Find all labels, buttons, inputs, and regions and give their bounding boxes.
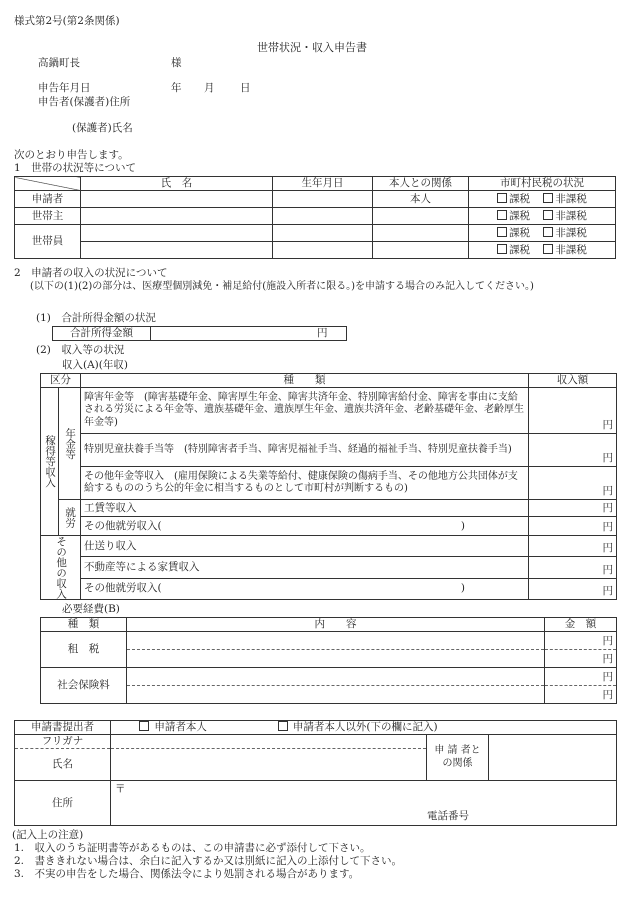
checkbox-icon[interactable] <box>543 193 553 203</box>
total-income-label: 合計所得金額 <box>53 327 151 341</box>
addressee: 高鍋町長 <box>38 57 80 69</box>
total-income-table <box>52 326 347 341</box>
checkbox-icon[interactable] <box>543 210 553 220</box>
furigana-label: フリガナ <box>15 735 111 749</box>
member1-birthdate-field[interactable] <box>273 225 373 242</box>
social-content-2[interactable] <box>127 686 545 704</box>
income-child-allowance: 特別児童扶養手当等 (特別障害者手当、障害児福祉手当、経過的福祉手当、特別児童扶養手当) <box>81 434 529 467</box>
member1-relation-field[interactable] <box>373 225 469 242</box>
income-rent: 不動産等による家賃収入 <box>81 557 529 578</box>
tax-amount-2[interactable]: 円 <box>545 650 617 668</box>
head-relation-field[interactable] <box>373 208 469 225</box>
row-member-label: 世帯員 <box>15 225 81 259</box>
submitter-label: 申請書提出者 <box>15 721 111 735</box>
income-other-pension: その他年金等収入 (雇用保険による失業等給付、健康保険の傷病手当、その他地方公共団体が支給するもののうち公的年金に相当するものとして市町村が判断するもの) <box>81 467 529 500</box>
section1-heading: 1 世帯の状況等について <box>14 162 136 174</box>
tax-amount-1[interactable]: 円 <box>545 632 617 650</box>
amount-other-work[interactable]: 円 <box>529 517 617 536</box>
name-label: 氏名 <box>15 749 111 781</box>
col-birthdate: 生年月日 <box>273 177 373 191</box>
checkbox-icon[interactable] <box>497 244 507 254</box>
submitter-table <box>14 720 617 826</box>
head-birthdate-field[interactable] <box>273 208 373 225</box>
subsection2-heading: (2) 収入等の状況 <box>36 344 125 356</box>
row-applicant-label: 申請者 <box>15 191 81 208</box>
address-field[interactable] <box>111 781 617 826</box>
postal-mark: 〒 <box>115 783 126 796</box>
amount-disability-pension[interactable]: 円 <box>529 388 617 434</box>
tax-content-2[interactable] <box>127 650 545 668</box>
amount-other-pension[interactable]: 円 <box>529 467 617 500</box>
head-tax[interactable]: 課税 非課税 <box>469 208 616 225</box>
note-item-3: 3. 不実の申告をした場合、関係法令により処罰される場合があります。 <box>14 868 360 880</box>
note-item-1: 1. 収入のうち証明書等があるものは、この申請書に必ず添付して下さい。 <box>14 842 371 854</box>
checkbox-icon[interactable] <box>497 210 507 220</box>
income-disability-pension: 障害年金等 (障害基礎年金、障害厚生年金、障害共済年金、特別障害給付金、障害を事由に支給される労災による年金等、遺族基礎年金、遺族厚生年金、遺族共済年金、老齢基礎年金、老齢厚生年金等) <box>81 388 529 434</box>
social-amount-2[interactable]: 円 <box>545 686 617 704</box>
address-label: 住所 <box>15 781 111 826</box>
expense-tax-label: 租 税 <box>41 632 127 668</box>
income-other[interactable]: その他就労収入( ) <box>81 578 529 599</box>
checkbox-icon[interactable] <box>497 227 507 237</box>
col-type: 種 類 <box>81 374 529 388</box>
honorific: 様 <box>171 57 182 69</box>
col-name: 氏 名 <box>81 177 273 191</box>
col-content: 内 容 <box>127 618 545 632</box>
expense-social-label: 社会保険料 <box>41 668 127 704</box>
subsection1-heading: (1) 合計所得金額の状況 <box>36 312 156 324</box>
row-head-label: 世帯主 <box>15 208 81 225</box>
expenses-b-label: 必要経費(B) <box>62 603 120 615</box>
member2-birthdate-field[interactable] <box>273 242 373 259</box>
total-income-field[interactable]: 円 <box>151 327 347 341</box>
applicant-birthdate-field[interactable] <box>273 191 373 208</box>
section2-heading: 2 申請者の収入の状況について <box>14 267 168 279</box>
head-name-field[interactable] <box>81 208 273 225</box>
note-item-2: 2. 書ききれない場合は、余白に記入するか又は別紙に記入の上添付して下さい。 <box>14 855 403 867</box>
amount-remittance[interactable]: 円 <box>529 536 617 557</box>
tax-content-1[interactable] <box>127 632 545 650</box>
applicant-name-label: (保護者)氏名 <box>72 122 133 134</box>
social-amount-1[interactable]: 円 <box>545 668 617 686</box>
member1-name-field[interactable] <box>81 225 273 242</box>
col-category: 区分 <box>41 374 81 388</box>
household-table <box>14 176 616 259</box>
date-month: 月 <box>204 82 215 94</box>
name-field[interactable] <box>111 749 427 781</box>
col-tax-status: 市町村民税の状況 <box>469 177 616 191</box>
relation-field[interactable] <box>489 735 617 781</box>
applicant-address-label: 申告者(保護者)住所 <box>38 96 131 108</box>
section2-note: (以下の(1)(2)の部分は、医療型個別減免・補足給付(施設入所者に限る。)を申請する場合のみ記入してください。) <box>30 281 534 292</box>
checkbox-icon[interactable] <box>543 227 553 237</box>
col-amount: 収入額 <box>529 374 617 388</box>
checkbox-icon[interactable] <box>497 193 507 203</box>
phone-label: 電話番号 <box>427 810 469 823</box>
income-table <box>40 373 617 600</box>
option-self[interactable]: 申請者本人 <box>154 721 207 733</box>
checkbox-icon[interactable] <box>278 721 288 731</box>
income-wage: 工賃等収入 <box>81 500 529 517</box>
amount-child-allowance[interactable]: 円 <box>529 434 617 467</box>
date-year: 年 <box>171 82 182 94</box>
member2-name-field[interactable] <box>81 242 273 259</box>
checkbox-icon[interactable] <box>139 721 149 731</box>
applicant-relation: 本人 <box>373 191 469 208</box>
group-earned-income: 稼得等収入 <box>41 388 59 536</box>
social-content-1[interactable] <box>127 668 545 686</box>
income-a-label: 収入(A)(年収) <box>62 359 128 371</box>
col-value: 金 額 <box>545 618 617 632</box>
member2-relation-field[interactable] <box>373 242 469 259</box>
corner-cell <box>15 177 81 191</box>
income-remittance: 仕送り収入 <box>81 536 529 557</box>
col-kind: 種 類 <box>41 618 127 632</box>
intro-text: 次のとおり申告します。 <box>14 149 129 161</box>
applicant-name-field[interactable] <box>81 191 273 208</box>
subgroup-work: 就労 <box>59 500 81 536</box>
relation-label: 申 請 者との関係 <box>427 735 489 781</box>
date-label: 申告年月日 <box>38 82 91 94</box>
income-other-work[interactable]: その他就労収入( ) <box>81 517 529 536</box>
member2-tax[interactable]: 課税 非課税 <box>469 242 616 259</box>
form-number: 様式第2号(第2条関係) <box>14 15 120 27</box>
page-title: 世帯状況・収入申告書 <box>257 41 367 54</box>
date-day: 日 <box>240 82 251 94</box>
member1-tax[interactable]: 課税 非課税 <box>469 225 616 242</box>
furigana-field[interactable] <box>111 735 427 749</box>
expenses-table <box>40 617 617 704</box>
amount-wage[interactable]: 円 <box>529 500 617 517</box>
subgroup-pension: 年金等 <box>59 388 81 500</box>
applicant-tax[interactable]: 課税 非課税 <box>469 191 616 208</box>
amount-other[interactable]: 円 <box>529 578 617 599</box>
notes-heading: (記入上の注意) <box>12 829 84 841</box>
group-other-income: その他の収入 <box>41 536 81 600</box>
col-relation: 本人との関係 <box>373 177 469 191</box>
checkbox-icon[interactable] <box>543 244 553 254</box>
amount-rent[interactable]: 円 <box>529 557 617 578</box>
option-other[interactable]: 申請者本人以外(下の欄に記入) <box>292 721 438 733</box>
submitter-options <box>111 721 617 735</box>
